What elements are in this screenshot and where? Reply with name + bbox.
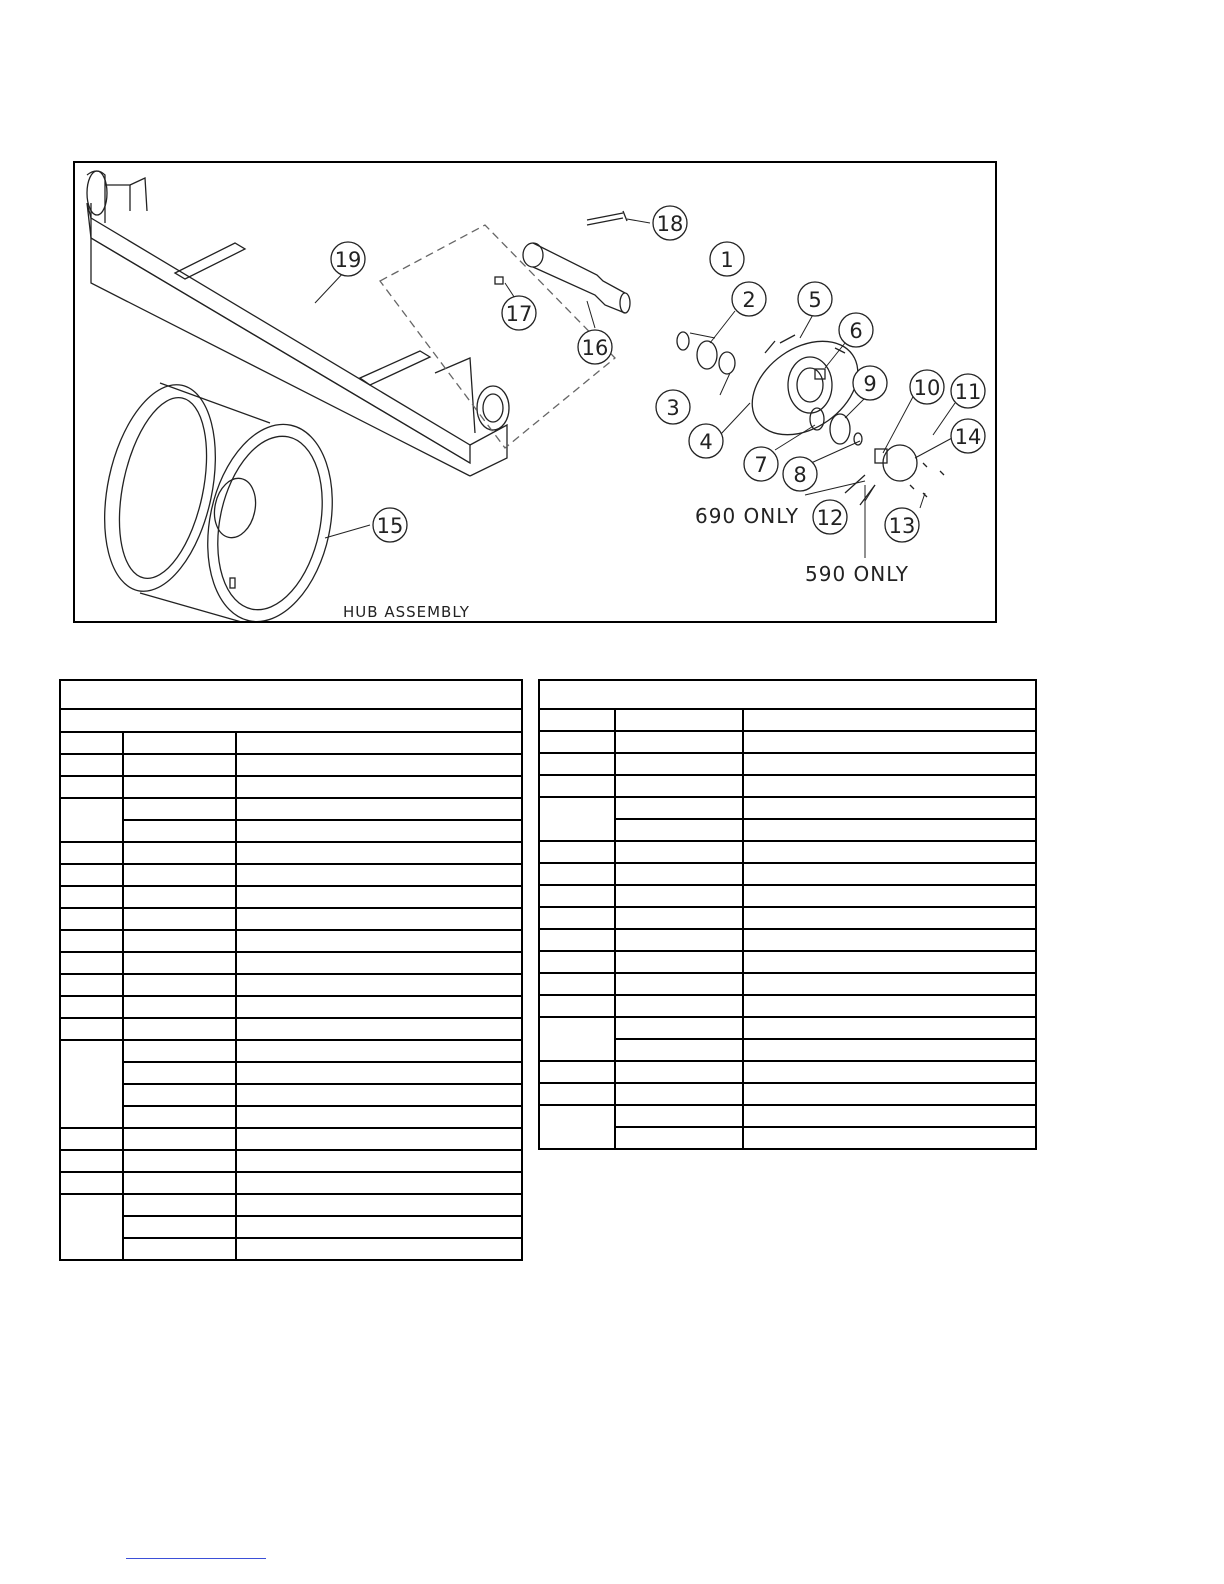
axle-beam	[87, 171, 509, 476]
table-row	[60, 1172, 522, 1194]
callout-6: 6	[849, 319, 863, 343]
callout-4: 4	[699, 430, 713, 454]
table-row	[60, 952, 522, 974]
table-row	[60, 842, 522, 864]
table-row	[539, 951, 1036, 973]
callout-11: 11	[954, 380, 982, 404]
table-row	[539, 863, 1036, 885]
header-cell	[123, 732, 236, 754]
table-left-title	[60, 680, 522, 709]
table-row	[60, 1040, 522, 1062]
table-row	[60, 1018, 522, 1040]
cap-screws	[910, 463, 944, 497]
outer-cone	[830, 414, 850, 444]
stub-boundary	[380, 225, 615, 448]
table-row	[60, 886, 522, 908]
parts-table-right	[538, 679, 1037, 1150]
callout-7: 7	[754, 453, 768, 477]
table-row	[539, 973, 1036, 995]
table-right-title	[539, 680, 1036, 709]
table-row	[539, 731, 1036, 753]
callout-8: 8	[793, 463, 807, 487]
callout-2: 2	[742, 288, 756, 312]
table-row	[60, 1194, 522, 1216]
callout-circles	[331, 206, 985, 542]
callout-17: 17	[505, 302, 533, 326]
callout-18: 18	[656, 212, 684, 236]
table-row	[60, 1128, 522, 1150]
table-row	[60, 1106, 522, 1128]
table-row	[539, 841, 1036, 863]
table-row	[60, 776, 522, 798]
table-row	[60, 798, 522, 820]
table-row	[539, 995, 1036, 1017]
table-row	[539, 775, 1036, 797]
diagram-caption: HUB ASSEMBLY	[343, 603, 470, 621]
table-row	[539, 907, 1036, 929]
callout-12: 12	[816, 506, 844, 530]
table-row	[60, 908, 522, 930]
bolt	[587, 211, 627, 225]
parts-table-left	[59, 679, 523, 1261]
slotted-nut	[875, 449, 887, 463]
table-row	[539, 1061, 1036, 1083]
dust-cap	[883, 445, 917, 481]
table-row	[60, 864, 522, 886]
table-row	[60, 1216, 522, 1238]
table-row	[60, 930, 522, 952]
callout-3: 3	[666, 396, 680, 420]
table-row	[60, 1238, 522, 1260]
table-row	[539, 1017, 1036, 1039]
table-row	[539, 1105, 1036, 1127]
table-row	[60, 1062, 522, 1084]
cotter-pins	[845, 475, 875, 505]
footer-link-underline	[126, 1558, 266, 1559]
callout-1: 1	[720, 248, 734, 272]
table-right-header	[539, 709, 1036, 731]
callout-15: 15	[376, 514, 404, 538]
wheel	[87, 374, 349, 621]
callout-10: 10	[913, 376, 941, 400]
callout-14: 14	[954, 425, 982, 449]
inner-cone	[697, 341, 717, 369]
header-cell	[539, 709, 615, 731]
callout-19: 19	[334, 248, 362, 272]
table-left-subtitle	[60, 709, 522, 732]
table-row	[60, 754, 522, 776]
header-cell	[60, 732, 123, 754]
header-cell	[743, 709, 1036, 731]
inner-cup	[719, 352, 735, 374]
table-row	[539, 885, 1036, 907]
table-row	[539, 1083, 1036, 1105]
table-row	[539, 929, 1036, 951]
table-row	[60, 996, 522, 1018]
diagram-drawing	[75, 163, 995, 621]
table-row	[60, 974, 522, 996]
callout-13: 13	[888, 514, 916, 538]
callout-16: 16	[581, 336, 609, 360]
seal	[677, 332, 689, 350]
table-row	[60, 1150, 522, 1172]
table-row	[60, 1084, 522, 1106]
table-left-header	[60, 732, 522, 754]
note-590-only: 590 ONLY	[805, 562, 909, 586]
table-row	[539, 753, 1036, 775]
nut	[495, 277, 503, 284]
header-cell	[615, 709, 743, 731]
spindle	[523, 243, 630, 313]
hub-assembly-diagram	[73, 161, 997, 623]
callout-9: 9	[863, 372, 877, 396]
note-690-only: 690 ONLY	[695, 504, 799, 528]
callout-5: 5	[808, 288, 822, 312]
header-cell	[236, 732, 522, 754]
table-row	[60, 820, 522, 842]
table-row	[539, 797, 1036, 819]
